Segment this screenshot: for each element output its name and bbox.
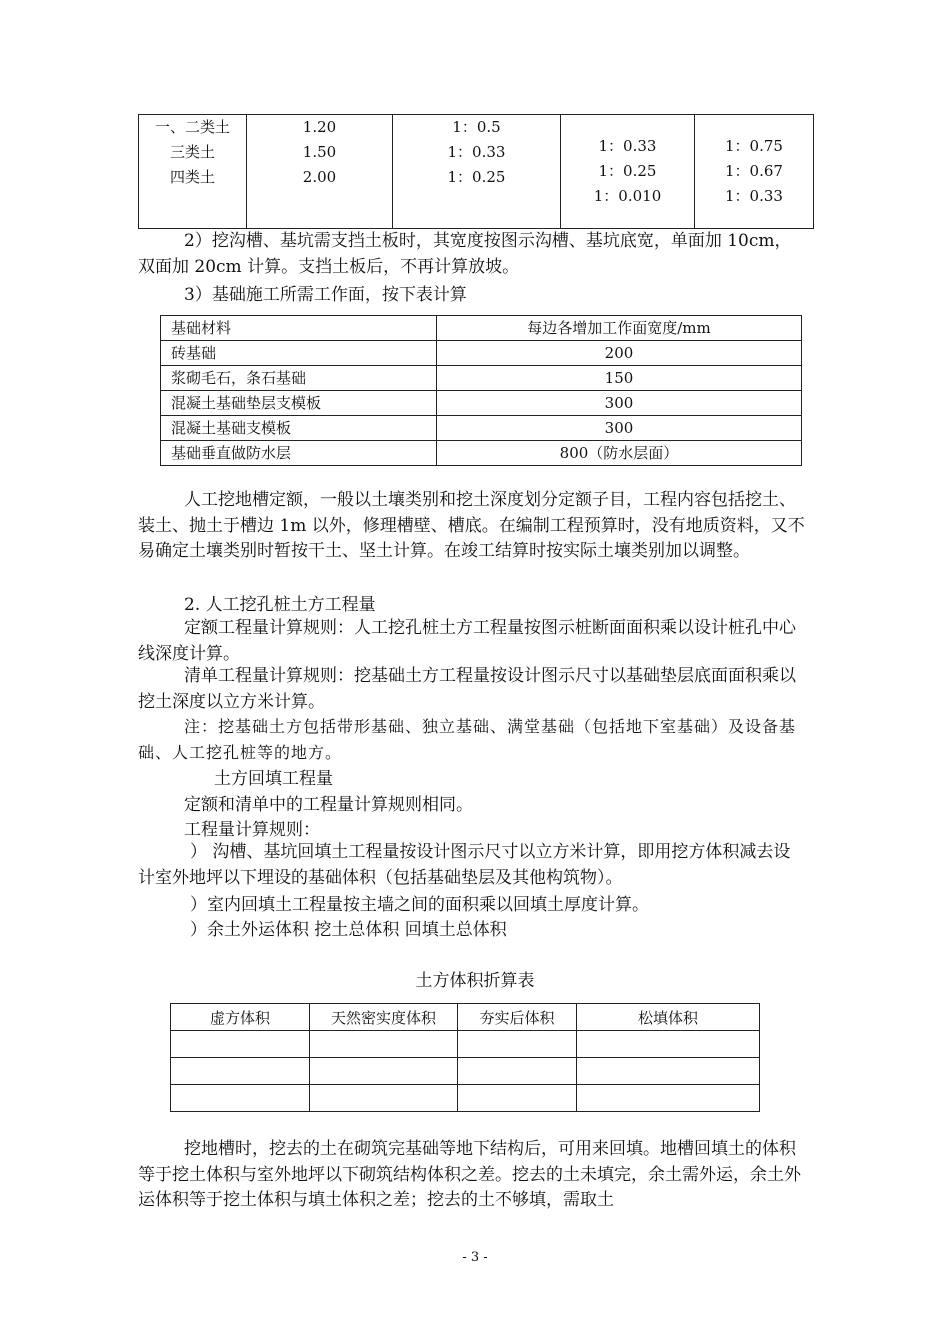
table-cell: 混凝土基础支模板 (161, 416, 437, 441)
table-cell: 2.00 (302, 168, 337, 186)
table-cell (310, 1058, 458, 1085)
table-cell: 一、二类土 (154, 118, 230, 136)
table-cell (310, 1031, 458, 1058)
table-row (161, 366, 802, 391)
table-cell: 1：0.33 (447, 143, 506, 161)
table-row (161, 341, 802, 366)
workface-table (160, 315, 802, 466)
table-cell: 1：0.25 (598, 162, 657, 180)
table-cell: 砖基础 (161, 341, 437, 366)
closing-paragraph: 挖地槽时，挖去的土在砌筑完基础等地下结构后，可用来回填。地槽回填土的体积等于挖土体积与室外地坪以下砌筑结构体积之差。挖去的土未填完，余土需外运，余土外运体积等于挖土体积与填土体积之差；挖去的土不够填，需取土 (138, 1139, 801, 1210)
table-cell: 1：0.75 (725, 137, 783, 155)
table-cell (458, 1031, 577, 1058)
table-cell: 浆砌毛石，条石基础 (161, 366, 437, 391)
table-cell (171, 1058, 310, 1085)
rule-1: ） 沟槽、基坑回填土工程量按设计图示尺寸以立方米计算，即用挖方体积减去设计室外地坪以下埋设的基础体积（包括基础垫层及其他构筑物）。 (138, 842, 791, 888)
table-row (161, 391, 802, 416)
manual-slope-cell (393, 115, 561, 229)
machine-slope-b-cell (695, 115, 814, 229)
slope-table (138, 114, 814, 229)
page-number: - 3 - (462, 1250, 488, 1265)
workface-intro: 3）基础施工所需工作面，按下表计算 (184, 285, 467, 305)
depth-cell (247, 115, 393, 229)
table-cell: 1：0.33 (725, 187, 783, 205)
table-header-row (161, 316, 802, 341)
volume-table (170, 1003, 760, 1112)
quota-rule-paragraph: 定额工程量计算规则：人工挖孔桩土方工程量按图示桩断面面积乘以设计桩孔中心线深度计算。 (138, 618, 796, 664)
table-cell: 1：0.33 (598, 137, 657, 155)
table-cell (577, 1031, 760, 1058)
pile-heading: 2. 人工挖孔桩土方工程量 (184, 595, 376, 615)
table-cell: 混凝土基础垫层支模板 (161, 391, 437, 416)
table-title: 土方体积折算表 (415, 971, 535, 991)
rules-line: 工程量计算规则： (184, 820, 320, 840)
note-paragraph: 注：挖基础土方包括带形基础、独立基础、满堂基础（包括地下室基础）及设备基础、人工挖孔桩等的地方。 (138, 717, 797, 762)
table-cell: 150 (437, 366, 802, 391)
table-cell (577, 1085, 760, 1112)
table-cell (310, 1085, 458, 1112)
table-row (139, 115, 814, 229)
table-header: 虚方体积 (171, 1004, 310, 1031)
table-cell: 1：0.67 (725, 162, 783, 180)
table-cell: 1：0.010 (593, 187, 662, 205)
table-cell: 三类土 (169, 143, 215, 161)
table-cell (577, 1058, 760, 1085)
table-cell: 200 (437, 341, 802, 366)
table-cell: 300 (437, 391, 802, 416)
table-cell: 1.50 (302, 143, 337, 161)
table-header: 天然密实度体积 (310, 1004, 458, 1031)
table-header-row (171, 1004, 760, 1031)
table-cell: 1.20 (302, 118, 337, 136)
table-cell: 800（防水层面） (437, 441, 802, 466)
same-rule-line: 定额和清单中的工程量计算规则相同。 (184, 795, 473, 815)
list-rule-paragraph: 清单工程量计算规则：挖基础土方工程量按设计图示尺寸以基础垫层底面面积乘以挖土深度以立方米计算。 (138, 666, 796, 712)
quota-paragraph: 人工挖地槽定额，一般以土壤类别和挖土深度划分定额子目，工程内容包括挖土、装土、抛土于槽边 1m 以外，修理槽壁、槽底。在编制工程预算时，没有地质资料，又不易确定土壤类别时暂按干土、坚土计算。在竣工结算时按实际土壤类别加以调整。 (138, 490, 805, 561)
table-cell (458, 1058, 577, 1085)
table-cell (171, 1085, 310, 1112)
table-row (161, 441, 802, 466)
table-header: 夯实后体积 (458, 1004, 577, 1031)
soil-type-cell (139, 115, 247, 229)
backfill-heading: 土方回填工程量 (214, 769, 333, 789)
rule-2: ）室内回填土工程量按主墙之间的面积乘以回填土厚度计算。 (190, 895, 649, 915)
table-cell (171, 1031, 310, 1058)
table-cell: 1：0.5 (452, 118, 501, 136)
table-row (171, 1058, 760, 1085)
table-row (171, 1031, 760, 1058)
table-header: 每边各增加工作面宽度/mm (437, 316, 802, 341)
table-cell (458, 1085, 577, 1112)
machine-slope-a-cell (561, 115, 695, 229)
table-cell: 四类土 (169, 168, 215, 186)
support-paragraph: 2）挖沟槽、基坑需支挡土板时，其宽度按图示沟槽、基坑底宽，单面加 10cm，双面加 20cm 计算。支挡土板后，不再计算放坡。 (138, 231, 792, 277)
table-cell: 300 (437, 416, 802, 441)
rule-3: ）余土外运体积 挖土总体积 回填土总体积 (190, 920, 507, 940)
table-row (161, 416, 802, 441)
table-header: 松填体积 (577, 1004, 760, 1031)
table-cell: 基础垂直做防水层 (161, 441, 437, 466)
table-header: 基础材料 (161, 316, 437, 341)
table-cell: 1：0.25 (447, 168, 506, 186)
table-row (171, 1085, 760, 1112)
